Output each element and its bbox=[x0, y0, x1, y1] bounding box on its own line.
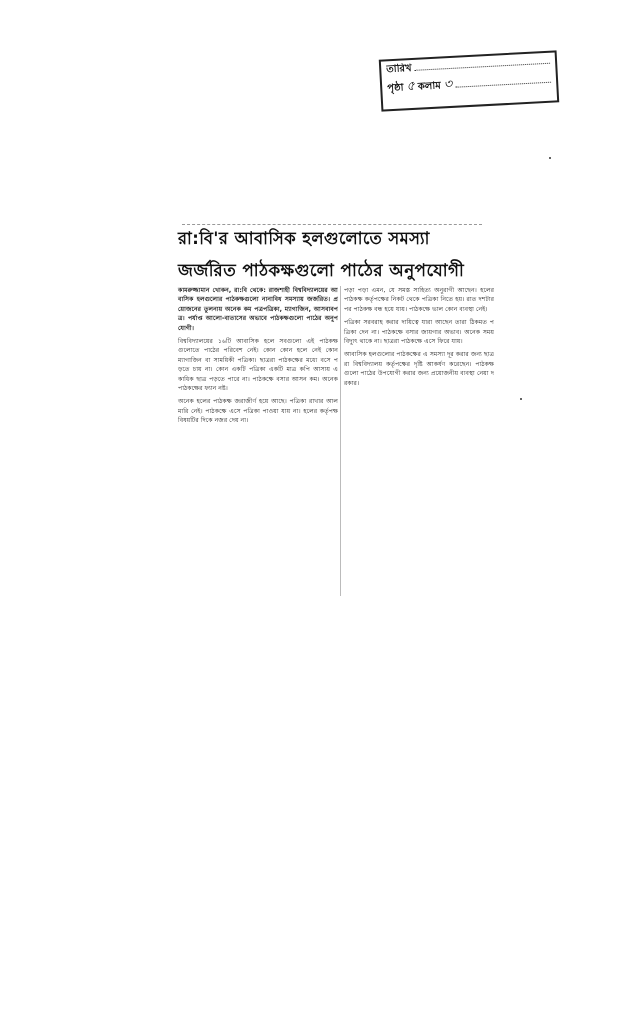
stamp-page-label: পৃষ্ঠা bbox=[387, 82, 404, 95]
archive-stamp bbox=[379, 50, 559, 111]
article-paragraph: পড়া পড়া এমন, যে সমস্ত সাহিত্য অনুরাগী আছেন। হলের পাঠকক্ষ কর্তৃপক্ষের নিকট থেকে পত্রিকা নিতে হয়। রাত দশটার পর পাঠকক্ষ বন্ধ হয়ে যায়। পাঠকক্ষে ভাল কোন ব্যবস্থা নেই। bbox=[344, 287, 494, 313]
stamp-date-row bbox=[386, 56, 550, 76]
article-paragraph: কামরুজ্জামান খোকন, রা:বি থেকে: রাজশাহী বিশ্ববিদ্যালয়ের আবাসিক হলগুলোর পাঠকক্ষগুলো নানাবিধ সমস্যায় জর্জরিত। প্রয়োজনের তুলনায় অনেক কম পত্রপত্রিকা, ম্যাগাজিন, আসবাবপত্র। পর্যাপ্ত আলো-বাতাসের অভাবে পাঠকক্ষগুলো পাঠের অনুপযোগী। bbox=[178, 287, 338, 332]
stamp-date-label: তারিখ bbox=[386, 62, 412, 76]
article-left-column bbox=[178, 286, 338, 430]
article-headline bbox=[178, 226, 494, 286]
column-divider bbox=[340, 286, 341, 596]
headline-line-1: রা:বি'র আবাসিক হলগুলোতে সমস্যা bbox=[178, 229, 430, 249]
stamp-column-label: কলাম bbox=[417, 80, 442, 93]
article-right-column bbox=[344, 286, 494, 392]
scan-speck bbox=[549, 157, 551, 159]
stamp-column-value: ৩ bbox=[443, 76, 453, 93]
headline-line-2: জর্জরিত পাঠকক্ষগুলো পাঠের অনুপযোগী bbox=[178, 261, 465, 281]
stamp-page-value: ৫ bbox=[406, 78, 416, 95]
article-paragraph: আবাসিক হলগুলোর পাঠকক্ষের এ সমস্যা দূর করার জন্য ছাত্ররা বিশ্ববিদ্যালয় কর্তৃপক্ষের দৃষ্টি আকর্ষণ করেছেন। পাঠকক্ষগুলো পাঠের উপযোগী করার জন্য প্রয়োজনীয় ব্যবস্থা নেয়া দরকার। bbox=[344, 351, 494, 387]
scan-speck bbox=[520, 398, 522, 400]
clipping-top-edge bbox=[182, 214, 482, 225]
article-paragraph: অনেক হলের পাঠকক্ষ জরাজীর্ণ হয়ে আছে। পত্রিকা রাখার আলমারি নেই। পাঠকক্ষে এসে পত্রিকা পাওয়া যায় না। হলের কর্তৃপক্ষ বিষয়টির দিকে নজর দেয় না। bbox=[178, 398, 338, 425]
stamp-page-row bbox=[387, 73, 552, 96]
article-paragraph: বিশ্ববিদ্যালয়ের ১৬টি আবাসিক হলে সবগুলো এই পাঠকক্ষগুলোতে পাঠের পরিবেশ নেই। কোন কোন হলে নেই কোন ম্যাগাজিন বা সাময়িকী পত্রিকা। ছাত্ররা পাঠকক্ষের মধ্যে বসে পড়তে চায় না। কোন একটি পত্রিকা একটি মাত্র কপি আসায় একাধিক ছাত্র পড়তে পারে না। পাঠকক্ষে বসার আসন কম। অনেক পাঠকক্ষের ফ্যান নষ্ট। bbox=[178, 338, 338, 393]
article-paragraph: পত্রিকা সরবরাহ করার দায়িত্বে যারা আছেন তারা ঠিকমত পত্রিকা দেন না। পাঠকক্ষে বসার জায়গার অভাব। অনেক সময় বিদ্যুৎ থাকে না। ছাত্ররা পাঠকক্ষে এসে ফিরে যায়। bbox=[344, 319, 494, 346]
newspaper-clipping bbox=[176, 214, 496, 604]
